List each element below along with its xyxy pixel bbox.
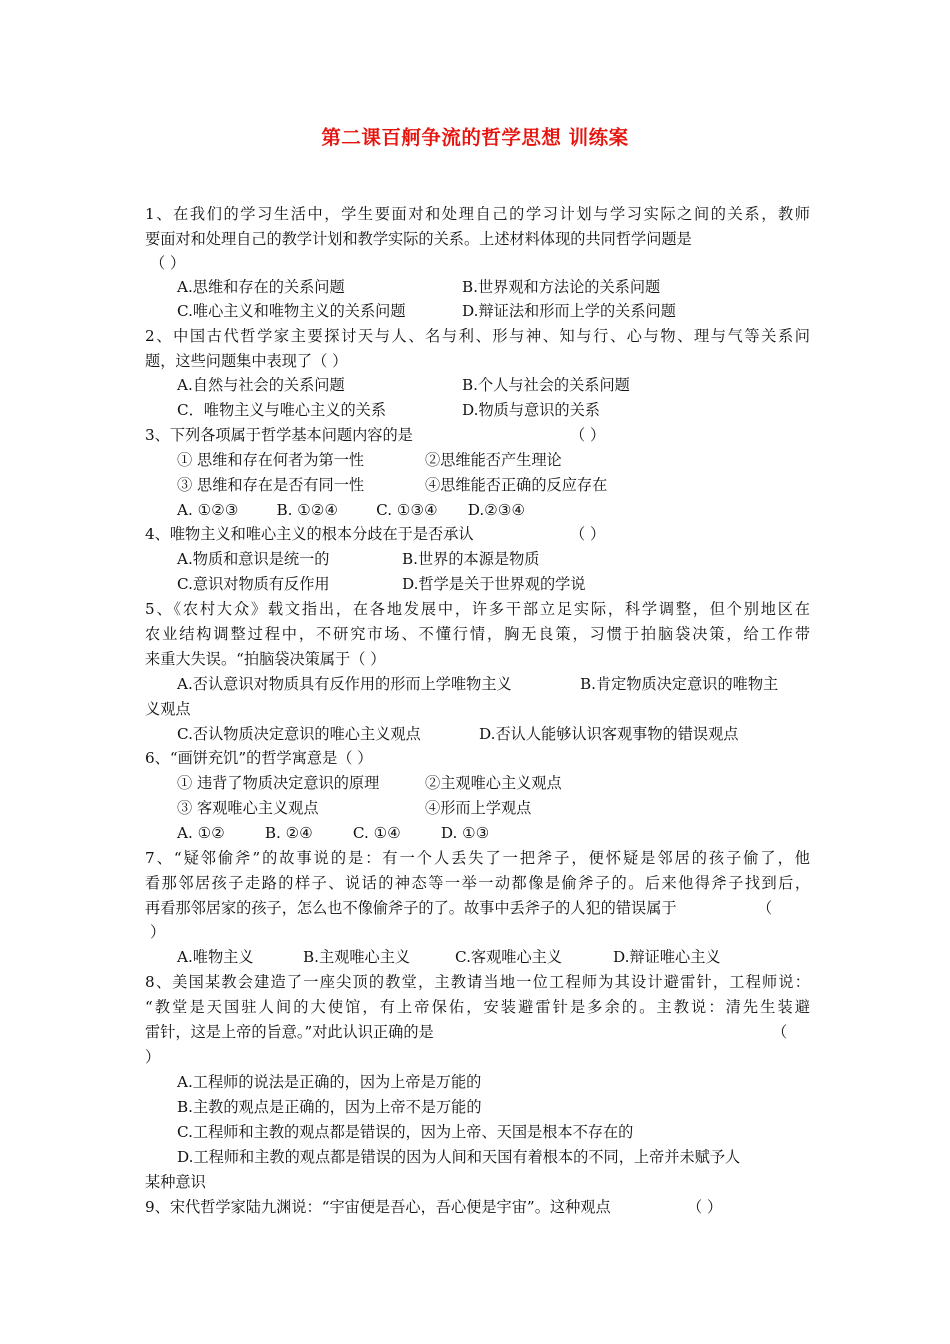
q3-item-1: ① 思维和存在何者为第一性	[177, 451, 365, 469]
q1-option-a: A.思维和存在的关系问题	[177, 278, 345, 296]
q6-option-b: B. ②④	[264, 824, 313, 842]
q2-option-b: B.个人与社会的关系问题	[462, 376, 630, 394]
q5-options-row-1	[177, 672, 807, 697]
q3-item-4: ④思维能否正确的反应存在	[425, 476, 608, 494]
q4-options-row-1	[177, 547, 842, 572]
q4-answer-paren: （ ）	[570, 525, 606, 543]
q7-option-c: C.客观唯心主义	[455, 948, 563, 966]
q3-options-row	[177, 498, 842, 523]
q7-options-row	[177, 945, 842, 970]
q2-option-c: C．唯物主义与唯心主义的关系	[177, 401, 387, 419]
q6-items-row-2	[177, 796, 842, 821]
q1-line-1: 1、在我们的学习生活中，学生要面对和处理自己的学习计划与学习实际之间的关系，教师	[145, 205, 810, 223]
q5-options-row-2	[177, 722, 842, 747]
q2-options-row-1	[177, 373, 842, 398]
q7-line-1: 7、“疑邻偷斧”的故事说的是：有一个人丢失了一把斧子，便怀疑是邻居的孩子偷了，他	[145, 849, 810, 867]
q6-line-1: 6、“画饼充饥”的哲学寓意是（ ）	[145, 749, 373, 767]
q7-option-b: B.主观唯心主义	[303, 948, 411, 966]
q3-option-d: D.②③④	[467, 501, 526, 519]
q7-paren-close: ）	[150, 923, 166, 941]
q3-answer-paren: （ ）	[570, 426, 606, 444]
q2-option-d: D.物质与意识的关系	[462, 401, 600, 419]
q2-line-1: 2、中国古代哲学家主要探讨天与人、名与利、形与神、知与行、心与物、理与气等关系问	[145, 327, 810, 345]
q1-line-3: （ ）	[150, 254, 186, 272]
q5-option-a: A.否认意识对物质具有反作用的形而上学唯物主义	[177, 675, 512, 693]
q5-line-1: 5、《农村大众》载文指出，在各地发展中，许多干部立足实际，科学调整，但个别地区在	[145, 600, 810, 618]
q2-options-row-2	[177, 398, 842, 423]
q6-items-row-1	[177, 771, 842, 796]
q8-paren-open: （	[772, 1023, 788, 1041]
q5-option-b: B.肯定物质决定意识的唯物主	[580, 675, 779, 693]
q3-item-2: ②思维能否产生理论	[425, 451, 562, 469]
q2-option-a: A.自然与社会的关系问题	[177, 376, 345, 394]
q6-option-c: C. ①④	[352, 824, 401, 842]
q1-line-2: 要面对和处理自己的教学计划和教学实际的关系。上述材料体现的共同哲学问题是	[145, 230, 692, 248]
q5-option-b-cont: 义观点	[145, 700, 191, 718]
q3-line-1	[145, 423, 810, 448]
q7-option-a: A.唯物主义	[177, 948, 254, 966]
q9-answer-paren: （ ）	[687, 1198, 723, 1216]
q9-line-1	[145, 1195, 810, 1220]
q1-options-row-1	[177, 275, 842, 300]
q1-option-c: C.唯心主义和唯物主义的关系问题	[177, 302, 406, 320]
q5-option-c: C.否认物质决定意识的唯心主义观点	[177, 725, 421, 743]
q8-option-d-cont: 某种意识	[145, 1173, 206, 1191]
q4-option-b: B.世界的本源是物质	[402, 550, 540, 568]
q4-line-1	[145, 522, 810, 547]
q8-paren-close: ）	[145, 1048, 161, 1066]
page-title: 第二课百舸争流的哲学思想 训练案	[321, 126, 629, 149]
q3-items-row-1	[177, 448, 842, 473]
q6-option-a: A. ①②	[177, 824, 225, 842]
q4-options-row-2	[177, 572, 842, 597]
q8-option-b: B.主教的观点是正确的，因为上帝不是万能的	[177, 1098, 482, 1116]
q6-item-2: ②主观唯心主义观点	[425, 774, 562, 792]
q6-item-3: ③ 客观唯心主义观点	[177, 799, 319, 817]
q8-line-3	[145, 1020, 810, 1045]
q3-option-a: A. ①②③	[177, 501, 239, 519]
q7-line-3	[145, 896, 810, 921]
q1-options-row-2	[177, 299, 842, 324]
q5-line-3: 来重大失误。“拍脑袋决策属于（ ）	[145, 650, 386, 668]
q1-option-b: B.世界观和方法论的关系问题	[462, 278, 661, 296]
q5-line-2: 农业结构调整过程中，不研究市场、不懂行情，胸无良策，习惯于拍脑袋决策，给工作带	[145, 625, 810, 643]
q3-stem: 3、下列各项属于哲学基本问题内容的是	[145, 426, 413, 444]
q4-stem: 4、唯物主义和唯心主义的根本分歧在于是否承认	[145, 525, 474, 543]
q6-option-d: D. ①③	[440, 824, 490, 842]
q5-option-d: D.否认人能够认识客观事物的错误观点	[479, 725, 739, 743]
q3-items-row-2	[177, 473, 842, 498]
q6-options-row	[177, 821, 842, 846]
q8-line-2: “教堂是天国驻人间的大使馆，有上帝保佑，安装避雷针是多余的。主教说：清先生装避	[145, 998, 810, 1016]
q7-line-3-text: 再看那邻居家的孩子，怎么也不像偷斧子的了。故事中丢斧子的人犯的错误属于	[145, 899, 677, 917]
q4-option-a: A.物质和意识是统一的	[177, 550, 330, 568]
q8-option-d: D.工程师和主教的观点都是错误的因为人间和天国有着根本的不同，上帝并未赋予人	[177, 1148, 741, 1166]
q4-option-d: D.哲学是关于世界观的学说	[402, 575, 586, 593]
q3-item-3: ③ 思维和存在是否有同一性	[177, 476, 365, 494]
q1-option-d: D.辩证法和形而上学的关系问题	[462, 302, 676, 320]
q9-stem: 9、宋代哲学家陆九渊说：“宇宙便是吾心，吾心便是宇宙”。这种观点	[145, 1198, 611, 1216]
q8-option-c: C.工程师和主教的观点都是错误的，因为上帝、天国是根本不存在的	[177, 1123, 634, 1141]
q7-paren-open: （	[757, 899, 773, 917]
q3-option-c: C. ①③④	[376, 501, 438, 519]
q4-option-c: C.意识对物质有反作用	[177, 575, 330, 593]
q7-line-2: 看那邻居孩子走路的样子、说话的神态等一举一动都像是偷斧子的。后来他得斧子找到后，	[145, 874, 810, 892]
q2-line-2: 题，这些问题集中表现了（ ）	[145, 352, 348, 370]
q3-option-b: B. ①②④	[276, 501, 339, 519]
q8-option-a: A.工程师的说法是正确的，因为上帝是万能的	[177, 1073, 482, 1091]
q6-item-4: ④形而上学观点	[425, 799, 532, 817]
q8-line-3-text: 雷针，这是上帝的旨意。”对此认识正确的是	[145, 1023, 434, 1041]
q8-line-1: 8、美国某教会建造了一座尖顶的教堂，主教请当地一位工程师为其设计避雷针，工程师说：	[145, 973, 810, 991]
q7-option-d: D.辩证唯心主义	[613, 948, 721, 966]
q6-item-1: ① 违背了物质决定意识的原理	[177, 774, 380, 792]
